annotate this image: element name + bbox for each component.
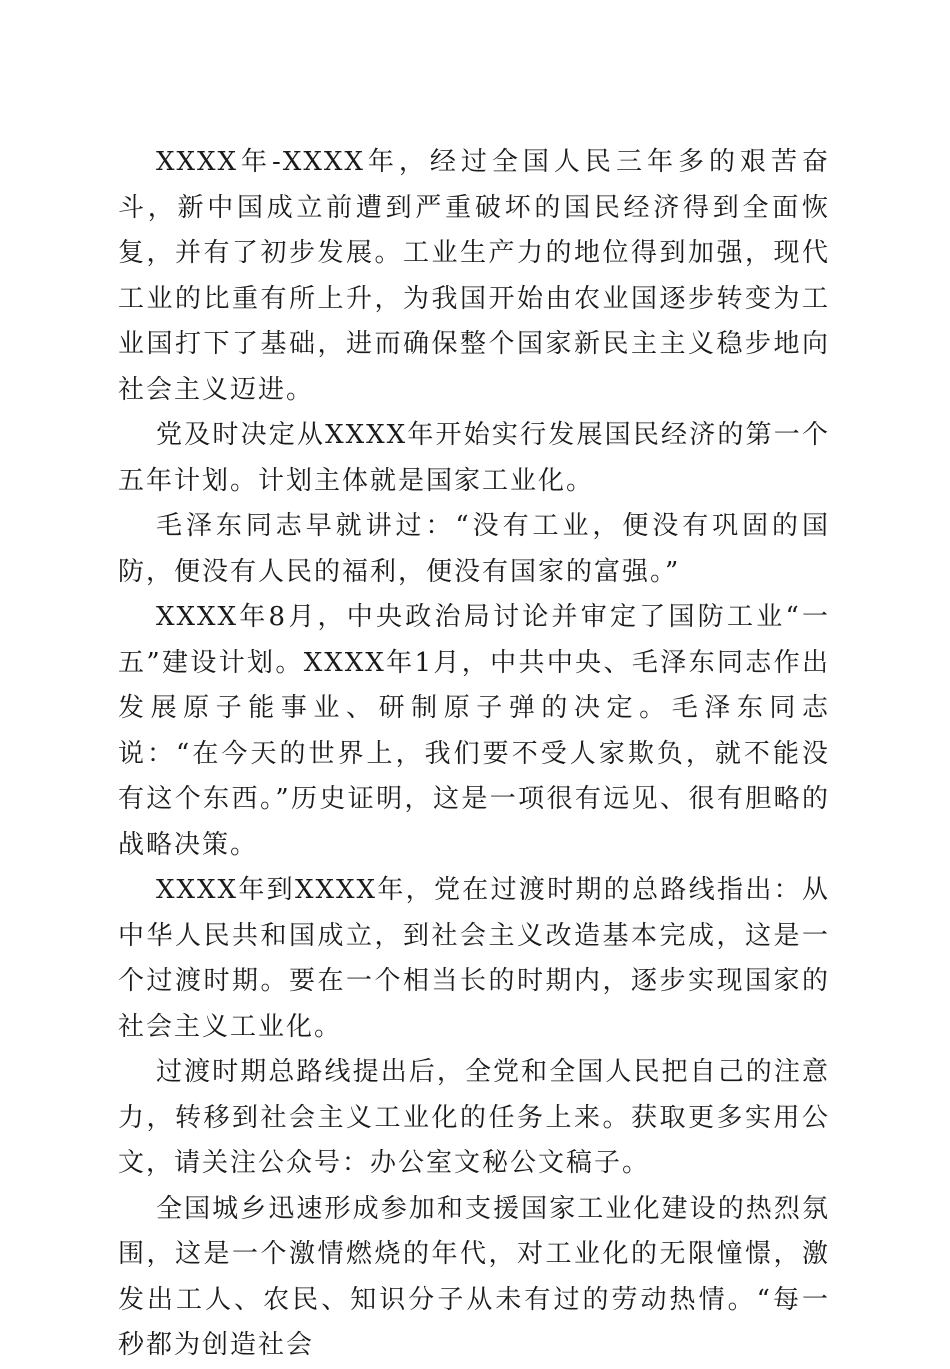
paragraph: 毛泽东同志早就讲过：“没有工业，便没有巩固的国防，便没有人民的福利，便没有国家的富强。” [118, 511, 830, 587]
paragraph: 党及时决定从XXXX年开始实行发展国民经济的第一个五年计划。计划主体就是国家工业化。 [118, 420, 830, 496]
paragraph: 全国城乡迅速形成参加和支援国家工业化建设的热烈氛围，这是一个激情燃烧的年代，对工业化的无限憧憬，激发出工人、农民、知识分子从未有过的劳动热情。“每一秒都为创造社会 [118, 1193, 830, 1360]
document-body [118, 140, 830, 1369]
paragraph: XXXX年到XXXX年，党在过渡时期的总路线指出：从中华人民共和国成立，到社会主义改造基本完成，这是一个过渡时期。要在一个相当长的时期内，逐步实现国家的社会主义工业化。 [118, 875, 830, 1042]
paragraph: XXXX年8月，中央政治局讨论并审定了国防工业“一五”建设计划。XXXX年1月，中共中央、毛泽东同志作出发展原子能事业、研制原子弹的决定。毛泽东同志说：“在今天的世界上，我们要不受人家欺负，就不能没有这个东西。”历史证明，这是一项很有远见、很有胆略的战略决策。 [118, 602, 830, 860]
paragraph: 过渡时期总路线提出后，全党和全国人民把自己的注意力，转移到社会主义工业化的任务上来。获取更多实用公文，请关注公众号：办公室文秘公文稿子。 [118, 1057, 830, 1178]
paragraph: XXXX年-XXXX年，经过全国人民三年多的艰苦奋斗，新中国成立前遭到严重破坏的国民经济得到全面恢复，并有了初步发展。工业生产力的地位得到加强，现代工业的比重有所上升，为我国开始由农业国逐步转变为工业国打下了基础，进而确保整个国家新民主主义稳步地向社会主义迈进。 [118, 147, 830, 405]
